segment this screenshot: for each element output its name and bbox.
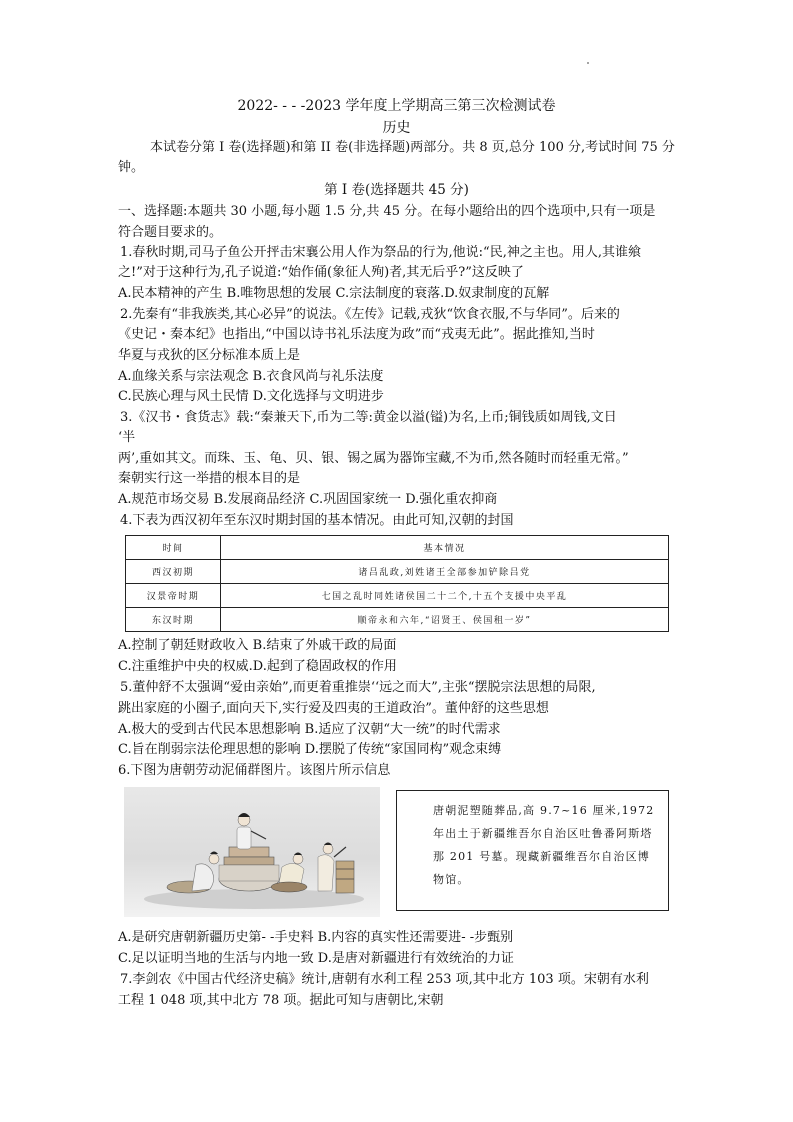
q5-stem-line2: 跳出家庭的小圈子,面向天下,实行爱及四夷的王道政治”。董仲舒的这些思想 [118,701,549,716]
q2-stem-line3: 华夏与戎狄的区分标准本质上是 [118,348,301,363]
q5-options-row1: A.极大的受到古代民本思想影响 B.适应了汉朝“大一统”的时代需求 [118,722,501,737]
q1-stem-line2: 之!”对于这种行为,孔子说道:“始作俑(象征人殉)者,其无后乎?”这反映了 [118,265,524,280]
table-cell: 汉景帝时期 [126,584,221,608]
q2-stem-line1: 2.先秦有“非我族类,其心必异”的说法。《左传》记载,戎狄“饮食衣服,不与华同”。后来的 [120,307,620,322]
q3-options: A.规范市场交易 B.发展商品经济 C.巩固国家统一 D.强化重农抑商 [118,492,498,507]
q6-stem-line1: 6.下图为唐朝劳动泥俑群图片。该图片所示信息 [118,763,391,778]
q1-stem-line1: 1.春秋时期,司马子鱼公开抨击宋襄公用人作为祭品的行为,他说:“民,神之主也。用人,其谁飨 [120,245,641,260]
q6-options-row1: A.是研究唐朝新疆历史第- -手史料 B.内容的真实性还需要进- -步甄别 [118,930,514,945]
exam-intro-line1: 本试卷分第 I 卷(选择题)和第 II 卷(非选择题)两部分。共 8 页,总分 100 分,考试时间 75 分 [150,140,675,155]
q4-fief-table [125,535,669,632]
exam-subject: 历史 [382,120,411,136]
q5-stem-line1: 5.董仲舒不太强调“爱由亲始”,而更着重推崇‘‘远之而大”,主张“摆脱宗法思想的局限, [120,680,596,695]
q5-options-row2: C.旨在削弱宗法伦理思想的影响 D.摆脱了传统“家国同构”观念束缚 [118,742,502,757]
q4-options-row2: C.注重维护中央的权威.D.起到了稳固政权的作用 [118,659,397,674]
q7-stem-line1: 7.李剑农《中国古代经济史稿》统计,唐朝有水利工程 253 项,其中北方 103 项。宋朝有水利 [120,972,649,987]
table-row [126,608,669,632]
q1-options: A.民本精神的产生 B.唯物思想的发展 C.宗法制度的衰落.D.奴隶制度的瓦解 [118,286,550,301]
table-cell: 西汉初期 [126,560,221,584]
table-header-cell: 基本情况 [221,536,669,560]
table-cell: 诸吕乱政,刘姓诸王全部参加铲除吕党 [221,560,669,584]
q2-stem-line2: 《史记・秦本纪》也指出,“中国以诗书礼乐法度为政”而“戎夷无此”。据此推知,当时 [118,327,595,342]
figurines-caption-box: 唐朝泥塑随葬品,高 9.7~16 厘米,1972 年出土于新疆维吾尔自治区吐鲁番阿斯塔那 201 号墓。现藏新疆维吾尔自治区博物馆。 [396,790,669,911]
scan-speck [587,62,589,64]
q3-stem-line1: 3.《汉书・食货志》载:“秦兼天下,币为二等:黄金以溢(镒)为名,上币;铜钱质如周钱,文日 [120,410,617,425]
exam-intro-line2: 钟。 [118,160,145,175]
part-one-title: 第 I 卷(选择题共 45 分) [324,182,469,198]
table-row [126,584,669,608]
tang-clay-figurines-photo [124,787,380,917]
figurines-illustration [124,787,380,917]
table-cell: 东汉时期 [126,608,221,632]
table-cell: 顺帝永和六年,“诏贤王、侯国租一岁” [221,608,669,632]
table-row [126,560,669,584]
q4-stem-line1: 4.下表为西汉初年至东汉时期封国的基本情况。由此可知,汉朝的封国 [120,513,514,528]
q2-options-row2: C.民族心理与风土民情 D.文化选择与文明进步 [118,389,384,404]
q3-stem-line3: 两’,重如其文。而珠、玉、龟、贝、银、锡之属为器饰宝藏,不为币,然各随时而轻重无常。” [118,451,629,466]
section-instruction-line1: 一、选择题:本题共 30 小题,每小题 1.5 分,共 45 分。在每小题给出的四个选项中,只有一项是 [118,204,656,219]
exam-title: 2022- - - -2023 学年度上学期高三第三次检测试卷 [237,98,556,114]
q6-options-row2: C.足以证明当地的生活与内地一致 D.是唐对新疆进行有效统治的力证 [118,951,514,966]
q2-options-row1: A.血缘关系与宗法观念 B.衣食风尚与礼乐法度 [118,369,384,384]
q3-stem-line4: 秦朝实行这一举措的根本目的是 [118,471,301,486]
q7-stem-line2: 工程 1 048 项,其中北方 78 项。据此可知与唐朝比,宋朝 [118,993,444,1008]
section-instruction-line2: 符合题目要求的。 [118,225,223,240]
table-cell: 七国之乱时同姓诸侯国二十二个,十五个支援中央平乱 [221,584,669,608]
q3-stem-line2: ‘半 [118,430,136,445]
table-header-row [126,536,669,560]
table-header-cell: 时间 [126,536,221,560]
q4-options-row1: A.控制了朝廷财政收入 B.结束了外戚干政的局面 [118,638,397,653]
